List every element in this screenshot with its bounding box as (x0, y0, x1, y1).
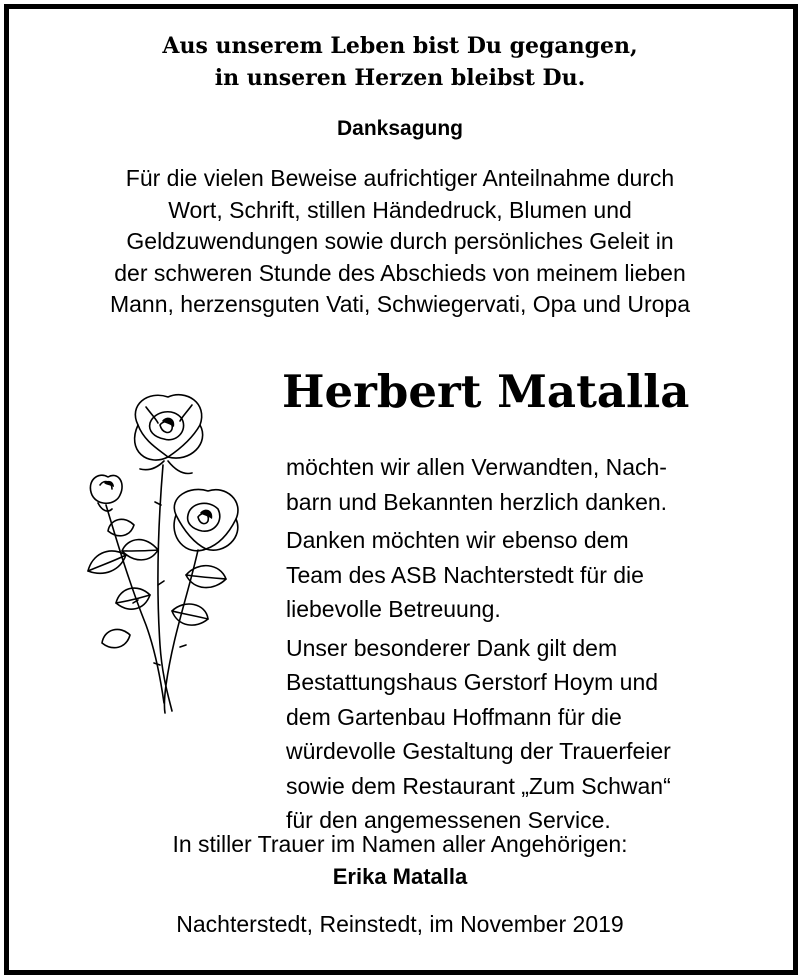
motto (0, 30, 800, 94)
intro-text (0, 163, 800, 321)
body-paragraph (286, 523, 671, 627)
intro-line: Wort, Schrift, stillen Händedruck, Blumen und (168, 196, 632, 223)
body-line: Team des ASB Nachterstedt für die (286, 561, 644, 588)
body-line: Bestattungshaus Gerstorf Hoym und (286, 669, 659, 695)
body-line: Unser besonderer Dank gilt dem (286, 634, 618, 661)
body-line: barn und Bekannten herzlich danken. (286, 488, 668, 515)
intro-line: der schweren Stunde des Abschieds von meinem lieben (114, 259, 686, 286)
body-line: würdevolle Gestaltung der Trauerfeier (286, 738, 671, 764)
intro-line: Mann, herzensguten Vati, Schwiegervati, Opa und Uropa (109, 291, 691, 317)
body-line: Danken möchten wir ebenso dem (286, 527, 629, 553)
body-text (286, 450, 671, 842)
body-line: liebevolle Betreuung. (286, 596, 501, 622)
closing-line: In stiller Trauer im Namen aller Angehörigen: (172, 831, 628, 857)
motto-line: Aus unserem Leben bist Du gegangen, (162, 33, 638, 59)
body-paragraph (286, 631, 671, 838)
deceased-name: Herbert Matalla (282, 365, 690, 418)
signer-name: Erika Matalla (332, 864, 468, 889)
intro-line: Für die vielen Beweise aufrichtiger Anteilnahme durch (125, 165, 675, 191)
roses-illustration-icon (68, 385, 258, 715)
body-paragraph (286, 450, 671, 519)
intro-line: Geldzuwendungen sowie durch persönliches Geleit in (126, 228, 674, 254)
body-line: für den angemessenen Service. (286, 807, 611, 833)
place-date: Nachterstedt, Reinstedt, im November 2019 (176, 911, 624, 937)
body-line: möchten wir allen Verwandten, Nach- (286, 454, 667, 480)
heading-danksagung: Danksagung (336, 117, 464, 140)
body-line: dem Gartenbau Hoffmann für die (286, 703, 622, 730)
motto-line: in unseren Herzen bleibst Du. (214, 65, 586, 91)
body-line: sowie dem Restaurant „Zum Schwan“ (286, 772, 671, 799)
